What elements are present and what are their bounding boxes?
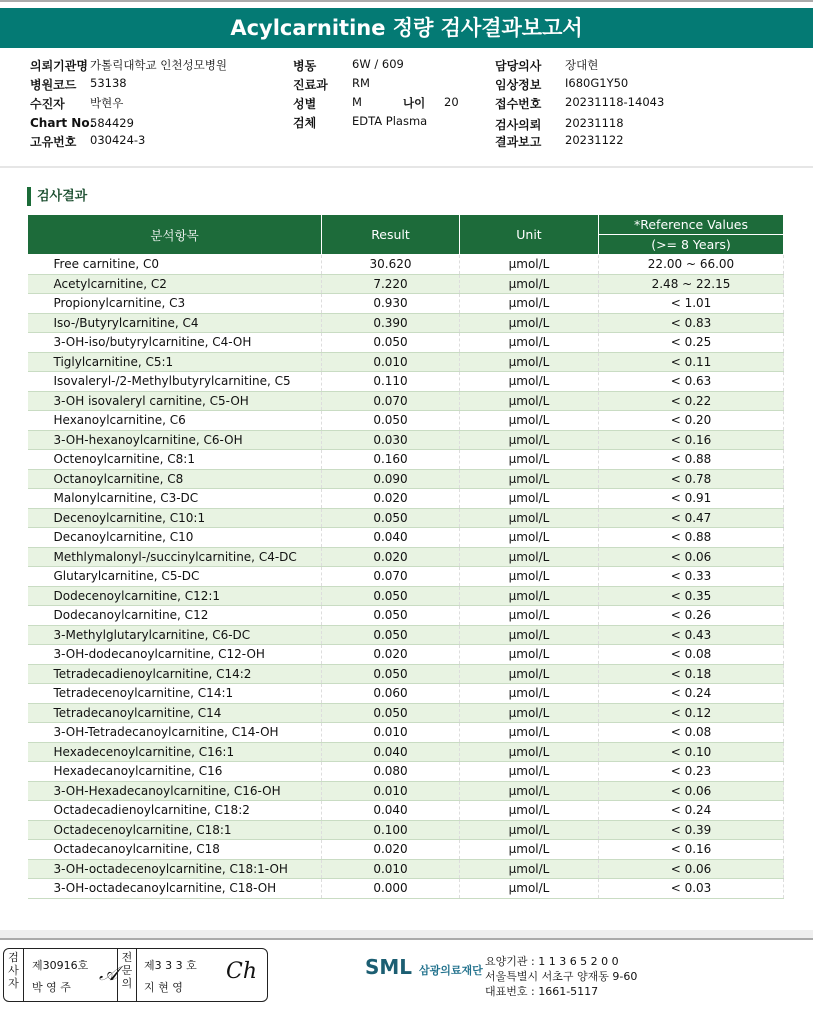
cell-result: 30.620	[322, 255, 460, 275]
table-row	[28, 489, 784, 509]
cell-item: Iso-/Butyrylcarnitine, C4	[28, 313, 322, 333]
cell-result: 0.010	[322, 352, 460, 372]
cell-item: 3-OH isovaleryl carnitine, C5-OH	[28, 391, 322, 411]
cell-ref: < 0.06	[599, 859, 784, 879]
table-row	[28, 294, 784, 314]
cell-result: 0.090	[322, 469, 460, 489]
cell-unit: µmol/L	[460, 391, 599, 411]
cell-result: 0.040	[322, 801, 460, 821]
report-title: Acylcarnitine 정량 검사결과보고서	[0, 8, 813, 48]
table-row	[28, 313, 784, 333]
tester-no: 제30916호	[32, 959, 89, 972]
cell-unit: µmol/L	[460, 567, 599, 587]
cell-result: 0.020	[322, 645, 460, 665]
info-label: 임상정보	[495, 78, 542, 92]
header-item: 분석항목	[28, 215, 322, 255]
org-address	[485, 954, 637, 999]
cell-unit: µmol/L	[460, 820, 599, 840]
cell-ref: < 0.47	[599, 508, 784, 528]
cell-result: 0.020	[322, 489, 460, 509]
cell-ref: < 0.03	[599, 879, 784, 899]
cell-unit: µmol/L	[460, 684, 599, 704]
info-value: 53138	[90, 76, 127, 90]
cell-result: 0.050	[322, 333, 460, 353]
tester-label: 검사자	[4, 949, 24, 1001]
cell-unit: µmol/L	[460, 801, 599, 821]
tester-signature: 𝒜	[99, 961, 118, 985]
cell-item: 3-OH-Tetradecanoylcarnitine, C14-OH	[28, 723, 322, 743]
cell-unit: µmol/L	[460, 762, 599, 782]
table-row	[28, 606, 784, 626]
table-row	[28, 703, 784, 723]
age: 20	[444, 95, 459, 109]
cell-ref: < 1.01	[599, 294, 784, 314]
cell-item: Tetradecanoylcarnitine, C14	[28, 703, 322, 723]
results-table	[27, 214, 784, 899]
org-street: 서울특별시 서초구 양재동 9-60	[485, 970, 638, 983]
info-value: 박현우	[90, 96, 124, 110]
cell-ref: < 0.43	[599, 625, 784, 645]
table-row	[28, 255, 784, 275]
info-value: 584429	[90, 116, 134, 130]
cell-item: Octadecenoylcarnitine, C18:1	[28, 820, 322, 840]
table-row	[28, 801, 784, 821]
cell-unit: µmol/L	[460, 547, 599, 567]
cell-result: 0.050	[322, 664, 460, 684]
cell-ref: < 0.63	[599, 372, 784, 392]
cell-ref: < 0.78	[599, 469, 784, 489]
cell-result: 0.060	[322, 684, 460, 704]
cell-item: Hexadecenoylcarnitine, C16:1	[28, 742, 322, 762]
info-label: 성별	[293, 97, 317, 111]
info-label: 병원코드	[30, 78, 77, 92]
cell-item: Decenoylcarnitine, C10:1	[28, 508, 322, 528]
table-row	[28, 469, 784, 489]
cell-unit: µmol/L	[460, 352, 599, 372]
doctor-name: 지 현 영	[144, 981, 183, 994]
cell-result: 7.220	[322, 274, 460, 294]
cell-result: 0.070	[322, 567, 460, 587]
cell-result: 0.020	[322, 840, 460, 860]
table-row	[28, 625, 784, 645]
cell-unit: µmol/L	[460, 274, 599, 294]
cell-item: Hexadecanoylcarnitine, C16	[28, 762, 322, 782]
cell-result: 0.020	[322, 547, 460, 567]
cell-result: 0.160	[322, 450, 460, 470]
cell-result: 0.040	[322, 528, 460, 548]
table-row	[28, 723, 784, 743]
cell-ref: 2.48 ~ 22.15	[599, 274, 784, 294]
cell-item: Methlymalonyl-/succinylcarnitine, C4-DC	[28, 547, 322, 567]
cell-result: 0.010	[322, 723, 460, 743]
cell-unit: µmol/L	[460, 645, 599, 665]
cell-unit: µmol/L	[460, 703, 599, 723]
cell-ref: < 0.16	[599, 430, 784, 450]
cell-unit: µmol/L	[460, 840, 599, 860]
info-label: 의뢰기관명	[30, 59, 88, 73]
org-code: 요양기관 : 1 1 3 6 5 2 0 0	[485, 955, 619, 968]
cell-item: Dodecanoylcarnitine, C12	[28, 606, 322, 626]
cell-ref: < 0.23	[599, 762, 784, 782]
top-border	[0, 0, 813, 2]
cell-item: 3-OH-octadecenoylcarnitine, C18:1-OH	[28, 859, 322, 879]
cell-item: Octanoylcarnitine, C8	[28, 469, 322, 489]
info-value: EDTA Plasma	[352, 114, 428, 128]
cell-unit: µmol/L	[460, 879, 599, 899]
doctor-label: 전문의	[117, 949, 137, 1001]
info-label: 검체	[293, 116, 317, 130]
cell-ref: < 0.10	[599, 742, 784, 762]
sml-logo	[365, 955, 483, 979]
cell-item: Tetradecenoylcarnitine, C14:1	[28, 684, 322, 704]
table-row	[28, 859, 784, 879]
cell-ref: < 0.22	[599, 391, 784, 411]
cell-ref: < 0.26	[599, 606, 784, 626]
info-label: 진료과	[293, 78, 328, 92]
table-row	[28, 781, 784, 801]
cell-ref: < 0.20	[599, 411, 784, 431]
info-label: 접수번호	[495, 97, 542, 111]
cell-unit: µmol/L	[460, 606, 599, 626]
cell-unit: µmol/L	[460, 430, 599, 450]
table-row	[28, 840, 784, 860]
info-value: 030424-3	[90, 133, 146, 147]
cell-unit: µmol/L	[460, 255, 599, 275]
cell-item: Acetylcarnitine, C2	[28, 274, 322, 294]
cell-result: 0.000	[322, 879, 460, 899]
doctor-no: 제3 3 3 호	[144, 959, 197, 972]
table-row	[28, 391, 784, 411]
info-label: 고유번호	[30, 135, 77, 149]
header-unit: Unit	[460, 215, 599, 255]
cell-item: 3-OH-hexanoylcarnitine, C6-OH	[28, 430, 322, 450]
divider	[0, 166, 813, 168]
cell-unit: µmol/L	[460, 450, 599, 470]
cell-ref: < 0.33	[599, 567, 784, 587]
table-row	[28, 567, 784, 587]
tester-name: 박 영 주	[32, 981, 71, 994]
cell-ref: < 0.08	[599, 723, 784, 743]
footer-band	[0, 930, 813, 940]
signature-box	[3, 948, 268, 1002]
cell-item: Decanoylcarnitine, C10	[28, 528, 322, 548]
cell-unit: µmol/L	[460, 333, 599, 353]
cell-unit: µmol/L	[460, 489, 599, 509]
cell-unit: µmol/L	[460, 372, 599, 392]
table-row	[28, 274, 784, 294]
table-row	[28, 352, 784, 372]
cell-ref: < 0.24	[599, 684, 784, 704]
cell-item: Octadecanoylcarnitine, C18	[28, 840, 322, 860]
info-value: 가톨릭대학교 인천성모병원	[90, 58, 227, 72]
cell-result: 0.040	[322, 742, 460, 762]
age-label: 나이	[403, 96, 426, 110]
table-row	[28, 684, 784, 704]
cell-result: 0.100	[322, 820, 460, 840]
cell-unit: µmol/L	[460, 586, 599, 606]
cell-unit: µmol/L	[460, 781, 599, 801]
cell-item: Malonylcarnitine, C3-DC	[28, 489, 322, 509]
cell-ref: < 0.83	[599, 313, 784, 333]
cell-unit: µmol/L	[460, 528, 599, 548]
cell-item: Hexanoylcarnitine, C6	[28, 411, 322, 431]
table-row	[28, 879, 784, 899]
table-row	[28, 762, 784, 782]
info-value: 장대현	[565, 58, 599, 72]
cell-result: 0.930	[322, 294, 460, 314]
cell-unit: µmol/L	[460, 313, 599, 333]
cell-unit: µmol/L	[460, 742, 599, 762]
cell-ref: < 0.08	[599, 645, 784, 665]
cell-result: 0.050	[322, 411, 460, 431]
cell-ref: < 0.11	[599, 352, 784, 372]
cell-result: 0.050	[322, 625, 460, 645]
table-row	[28, 528, 784, 548]
info-value: 20231118-14043	[565, 95, 665, 109]
cell-item: Free carnitine, C0	[28, 255, 322, 275]
header-result: Result	[322, 215, 460, 255]
table-row	[28, 430, 784, 450]
info-label: 수진자	[30, 97, 65, 111]
cell-ref: < 0.24	[599, 801, 784, 821]
cell-ref: < 0.39	[599, 820, 784, 840]
cell-item: Octenoylcarnitine, C8:1	[28, 450, 322, 470]
cell-result: 0.390	[322, 313, 460, 333]
cell-ref: < 0.88	[599, 528, 784, 548]
table-row	[28, 586, 784, 606]
cell-result: 0.050	[322, 703, 460, 723]
table-row	[28, 411, 784, 431]
table-row	[28, 333, 784, 353]
table-row	[28, 820, 784, 840]
info-value: 20231118	[565, 116, 624, 130]
cell-result: 0.050	[322, 606, 460, 626]
info-value: I680G1Y50	[565, 76, 629, 90]
cell-unit: µmol/L	[460, 508, 599, 528]
cell-ref: < 0.25	[599, 333, 784, 353]
logo-mark: SML	[365, 955, 413, 979]
cell-item: 3-OH-octadecanoylcarnitine, C18-OH	[28, 879, 322, 899]
info-label: 검사의뢰	[495, 118, 542, 132]
cell-ref: < 0.18	[599, 664, 784, 684]
table-row	[28, 508, 784, 528]
cell-item: Propionylcarnitine, C3	[28, 294, 322, 314]
cell-unit: µmol/L	[460, 469, 599, 489]
cell-item: Glutarylcarnitine, C5-DC	[28, 567, 322, 587]
cell-unit: µmol/L	[460, 664, 599, 684]
doctor-signature: Ch	[226, 959, 258, 984]
org-phone: 대표번호 : 1661-5117	[485, 985, 599, 998]
info-value: RM	[352, 76, 370, 90]
cell-unit: µmol/L	[460, 723, 599, 743]
cell-ref: < 0.06	[599, 781, 784, 801]
table-row	[28, 742, 784, 762]
cell-ref: < 0.91	[599, 489, 784, 509]
cell-item: 3-Methylglutarylcarnitine, C6-DC	[28, 625, 322, 645]
cell-unit: µmol/L	[460, 625, 599, 645]
section-title: 검사결과	[27, 187, 87, 206]
cell-item: Octadecadienoylcarnitine, C18:2	[28, 801, 322, 821]
info-label: 담당의사	[495, 59, 542, 73]
info-label: Chart No.	[30, 116, 95, 130]
cell-item: 3-OH-iso/butyrylcarnitine, C4-OH	[28, 333, 322, 353]
cell-result: 0.110	[322, 372, 460, 392]
cell-ref: < 0.35	[599, 586, 784, 606]
cell-result: 0.010	[322, 859, 460, 879]
cell-unit: µmol/L	[460, 294, 599, 314]
cell-item: 3-OH-Hexadecanoylcarnitine, C16-OH	[28, 781, 322, 801]
info-value: M	[352, 95, 362, 109]
cell-item: Tetradecadienoylcarnitine, C14:2	[28, 664, 322, 684]
info-value: 6W / 609	[352, 57, 404, 71]
cell-ref: < 0.16	[599, 840, 784, 860]
info-value: 20231122	[565, 133, 624, 147]
cell-result: 0.050	[322, 508, 460, 528]
cell-unit: µmol/L	[460, 859, 599, 879]
cell-result: 0.080	[322, 762, 460, 782]
table-row	[28, 664, 784, 684]
table-row	[28, 547, 784, 567]
cell-result: 0.010	[322, 781, 460, 801]
header-ref: *Reference Values	[599, 215, 784, 235]
table-row	[28, 450, 784, 470]
cell-item: 3-OH-dodecanoylcarnitine, C12-OH	[28, 645, 322, 665]
cell-ref: < 0.88	[599, 450, 784, 470]
cell-unit: µmol/L	[460, 411, 599, 431]
header-ref-sub: (>= 8 Years)	[599, 235, 784, 255]
cell-ref: 22.00 ~ 66.00	[599, 255, 784, 275]
cell-result: 0.070	[322, 391, 460, 411]
cell-result: 0.030	[322, 430, 460, 450]
cell-item: Dodecenoylcarnitine, C12:1	[28, 586, 322, 606]
cell-ref: < 0.12	[599, 703, 784, 723]
org-name: 삼광의료재단	[419, 964, 483, 977]
table-row	[28, 372, 784, 392]
cell-result: 0.050	[322, 586, 460, 606]
cell-item: Isovaleryl-/2-Methylbutyrylcarnitine, C5	[28, 372, 322, 392]
cell-item: Tiglylcarnitine, C5:1	[28, 352, 322, 372]
info-label: 병동	[293, 59, 317, 73]
table-row	[28, 645, 784, 665]
cell-ref: < 0.06	[599, 547, 784, 567]
info-label: 결과보고	[495, 135, 542, 149]
